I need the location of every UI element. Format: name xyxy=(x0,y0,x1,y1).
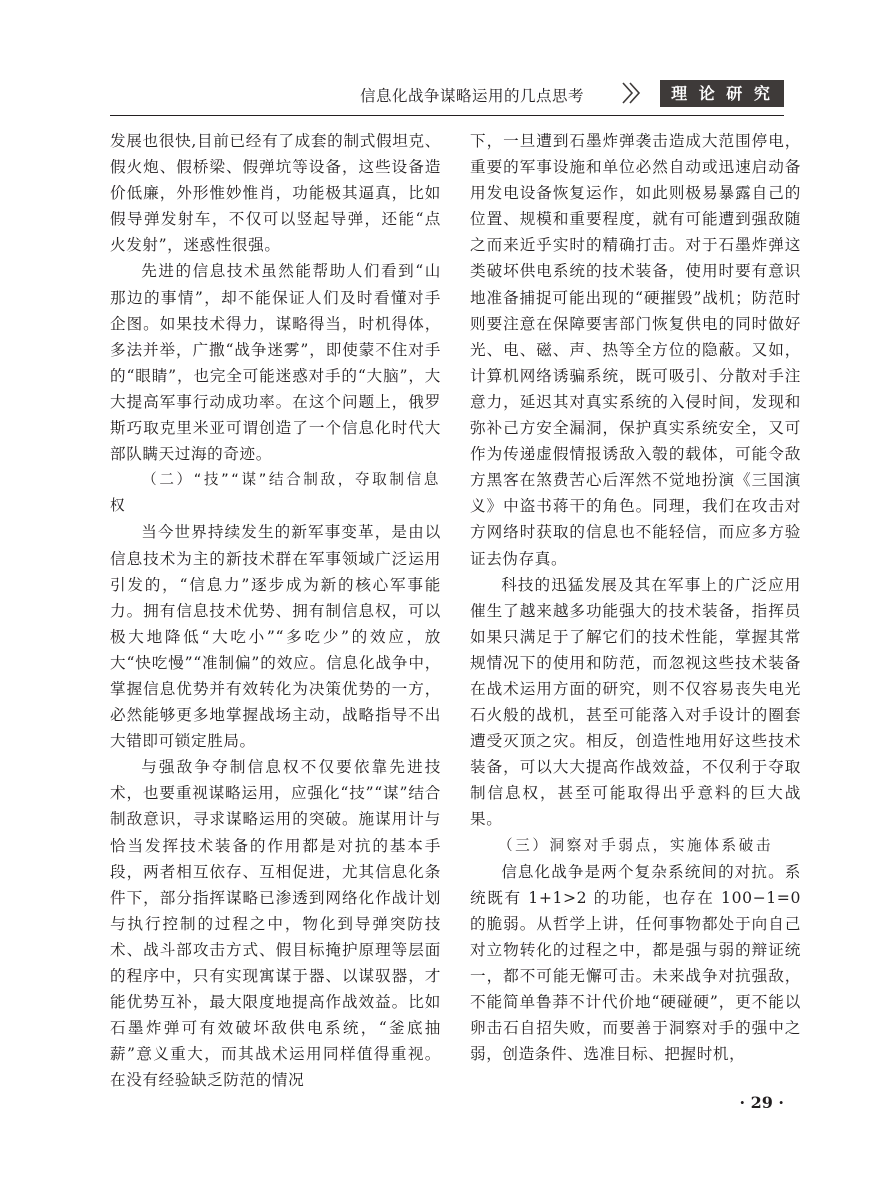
double-chevron-right-icon xyxy=(620,81,644,105)
paragraph: 下，一旦遭到石墨炸弹袭击造成大范围停电，重要的军事设施和单位必然自动或迅速启动备用发电设备恢复运作，如此则极易暴露自己的位置、规模和重要程度，就有可能遭到强敌随之而来近乎实时的精确打击。对于石墨炸弹这类破坏供电系统的技术装备，使用时要有意识地准备捕捉可能出现的“硬摧毁”战机；防范时则要注意在保障要害部门恢复供电的同时做好光、电、磁、声、热等全方位的隐蔽。又如，计算机网络诱骗系统，既可吸引、分散对手注意力，延迟其对真实系统的入侵时间，发现和弥补己方安全漏洞，保护真实系统安全，又可作为传递虚假情报诱敌入彀的载体，可能令敌方黑客在煞费苦心后浑然不觉地扮演《三国演义》中盗书蒋干的角色。同理，我们在攻击对方网络时获取的信息也不能轻信，而应多方验证去伪存真。 xyxy=(470,132,801,568)
paragraph: 科技的迅猛发展及其在军事上的广泛应用催生了越来越多功能强大的技术装备，指挥员如果只满足于了解它们的技术性能，掌握其常规情况下的使用和防范，而忽视这些技术装备在战术运用方面的研究，则不仅容易丧失电光石火般的战机，甚至可能落入对手设计的圈套遭受灭顶之灾。相反，创造性地用好这些技术装备，可以大大提高作战效益，不仅利于夺取制信息权，甚至可能取得出乎意料的巨大战果。 xyxy=(470,575,801,829)
section-heading: （三）洞察对手弱点，实施体系破击 xyxy=(497,836,774,854)
page-number: · 29 · xyxy=(739,1093,784,1112)
paragraph: 当今世界持续发生的新军事变革，是由以信息技术为主的新技术群在军事领域广泛运用引发的，“信息力”逐步成为新的核心军事能力。拥有信息技术优势、拥有制信息权，可以极大地降低“大吃小”“多吃少”的效应，放大“快吃慢”“准制偏”的效应。信息化战争中，掌握信息优势并有效转化为决策优势的一方，必然能够更多地掌握战场主动，战略指导不出大错即可锁定胜局。 xyxy=(110,523,441,751)
running-title: 信息化战争谋略运用的几点思考 xyxy=(359,87,584,105)
header-divider xyxy=(110,115,784,116)
running-header xyxy=(100,78,784,112)
paragraph: 先进的信息技术虽然能帮助人们看到“山那边的事情”，却不能保证人们及时看懂对手企图。如果技术得力，谋略得当，时机得体，多法并举，广撒“战争迷雾”，即使蒙不住对手的“眼睛”，也完全可能迷惑对手的“大脑”，大大提高军事行动成功率。在这个问题上，俄罗斯巧取克里米亚可谓创造了一个信息化时代大部队瞒天过海的奇迹。 xyxy=(110,262,441,464)
section-heading: （二）“技”“谋”结合制敌，夺取制信息权 xyxy=(110,471,441,515)
section-label: 理 论 研 究 xyxy=(660,80,784,107)
paragraph: 与强敌争夺制信息权不仅要依靠先进技术，也要重视谋略运用，应强化“技”“谋”结合制敌意识，寻求谋略运用的突破。施谋用计与恰当发挥技术装备的作用都是对抗的基本手段，两者相互依存、互相促进，尤其信息化条件下，部分指挥谋略已渗透到网络化作战计划与执行控制的过程之中，物化到导弹突防技术、战斗部攻击方式、假目标掩护原理等层面的程序中，只有实现寓谋于器、以谋驭器，才能优势互补，最大限度地提高作战效益。比如石墨炸弹可有效破坏敌供电系统，“釜底抽薪”意义重大，而其战术运用同样值得重视。在没有经验缺乏防范的情况 xyxy=(110,758,441,1090)
right-column xyxy=(470,128,801,1067)
left-column xyxy=(110,128,441,1093)
paragraph: 信息化战争是两个复杂系统间的对抗。系统既有 1+1>2 的功能，也存在 100−1=0 的脆弱。从哲学上讲，任何事物都处于向自己对立物转化的过程之中，都是强与弱的辩证统一，都不可能无懈可击。未来战争对抗强敌，不能简单鲁莽不计代价地“硬碰硬”，更不能以卵击石自招失败，而要善于洞察对手的强中之弱，创造条件、选准目标、把握时机， xyxy=(470,862,801,1064)
paragraph: 发展也很快,目前已经有了成套的制式假坦克、假火炮、假桥梁、假弹坑等设备，这些设备造价低廉，外形惟妙惟肖，功能极其逼真，比如假导弹发射车，不仅可以竖起导弹，还能“点火发射”，迷惑性很强。 xyxy=(110,132,441,255)
